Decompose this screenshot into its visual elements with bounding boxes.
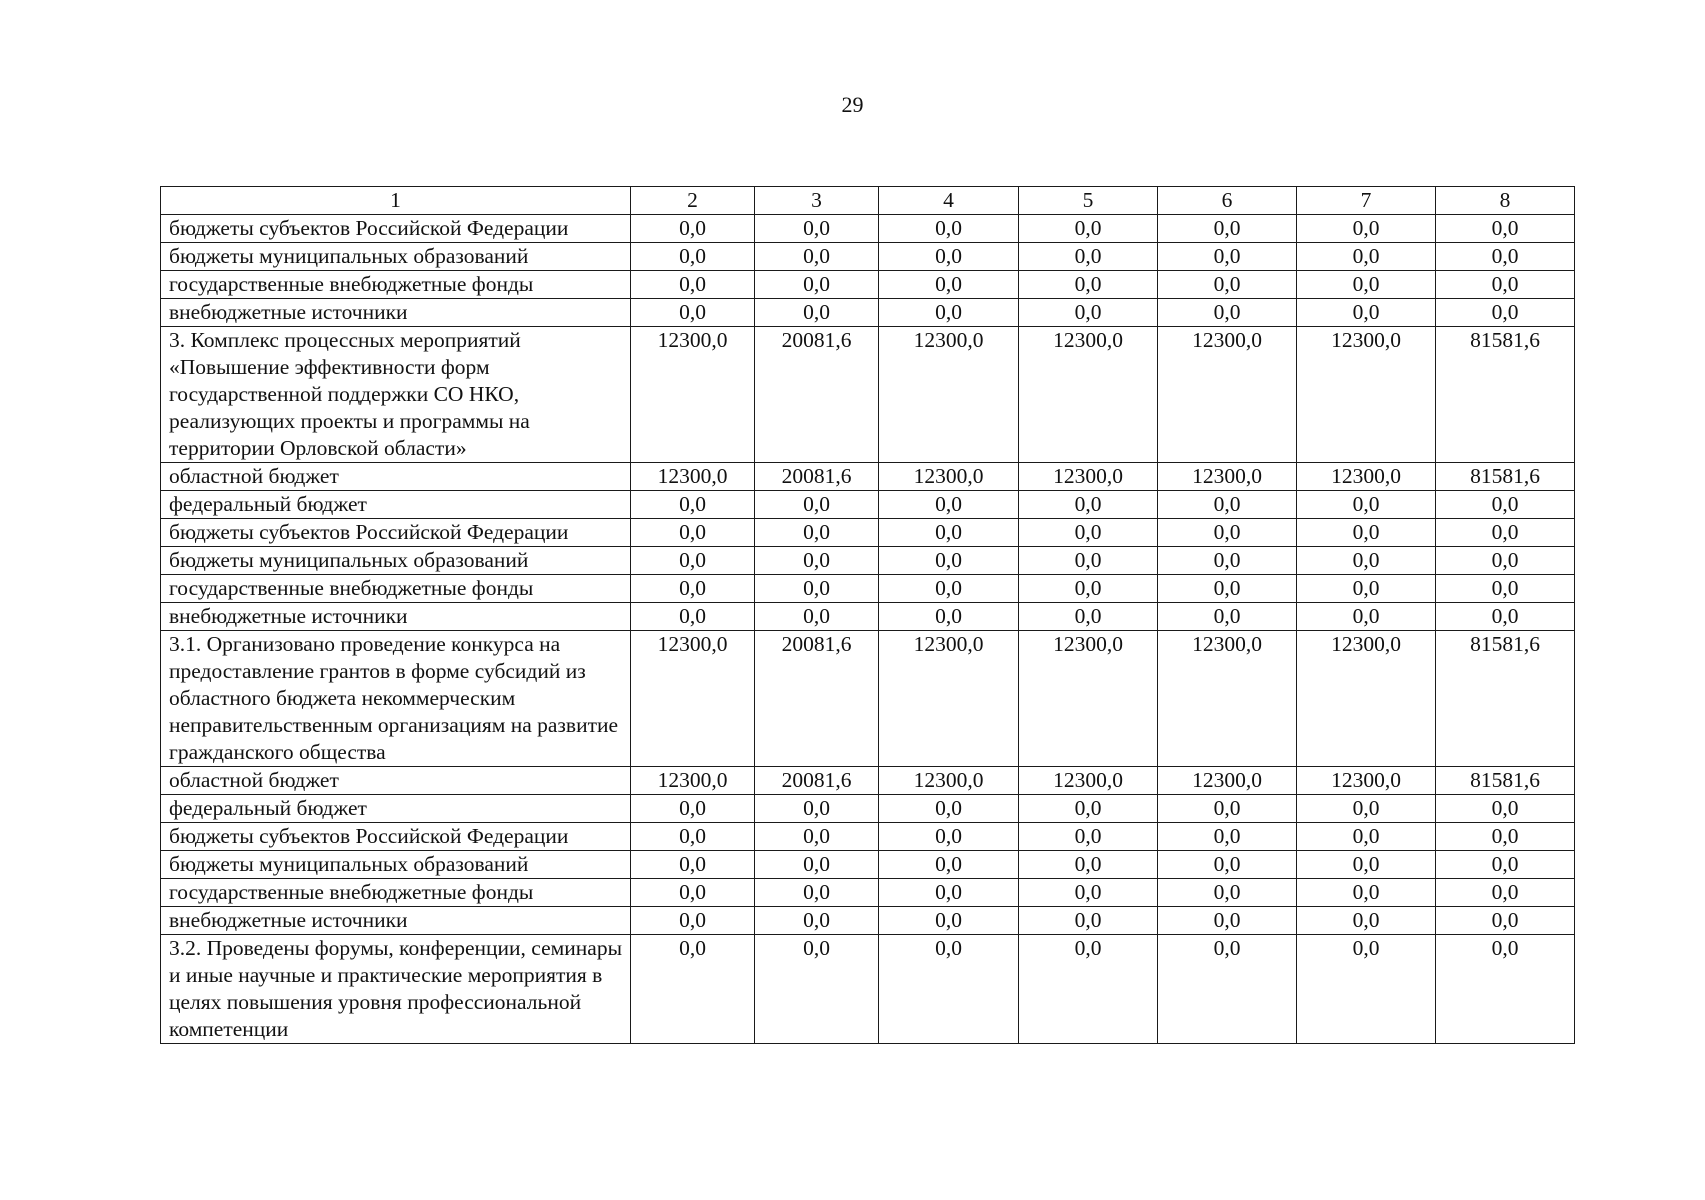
cell-value: 0,0 <box>1297 795 1436 823</box>
cell-value: 12300,0 <box>631 631 755 767</box>
cell-value: 12300,0 <box>1158 767 1297 795</box>
cell-value: 0,0 <box>1436 243 1575 271</box>
cell-value: 0,0 <box>755 491 879 519</box>
cell-value: 0,0 <box>879 271 1019 299</box>
cell-value: 12300,0 <box>879 327 1019 463</box>
cell-value: 12300,0 <box>879 631 1019 767</box>
cell-value: 0,0 <box>631 215 755 243</box>
table-row <box>161 243 1575 271</box>
cell-value: 0,0 <box>879 603 1019 631</box>
cell-value: 0,0 <box>1297 851 1436 879</box>
cell-value: 0,0 <box>1158 271 1297 299</box>
cell-value: 0,0 <box>755 215 879 243</box>
column-header: 3 <box>755 187 879 215</box>
cell-value: 0,0 <box>1297 299 1436 327</box>
cell-value: 0,0 <box>1436 519 1575 547</box>
column-header: 1 <box>161 187 631 215</box>
cell-value: 0,0 <box>1019 547 1158 575</box>
cell-value: 0,0 <box>1436 907 1575 935</box>
cell-value: 0,0 <box>631 795 755 823</box>
cell-value: 20081,6 <box>755 631 879 767</box>
table-row <box>161 463 1575 491</box>
cell-value: 12300,0 <box>1158 631 1297 767</box>
table-row <box>161 603 1575 631</box>
row-label: бюджеты субъектов Российской Федерации <box>161 823 631 851</box>
row-label: бюджеты муниципальных образований <box>161 547 631 575</box>
cell-value: 12300,0 <box>631 463 755 491</box>
cell-value: 0,0 <box>1436 547 1575 575</box>
page-number: 29 <box>841 92 864 117</box>
cell-value: 0,0 <box>631 907 755 935</box>
cell-value: 0,0 <box>1158 907 1297 935</box>
cell-value: 0,0 <box>879 575 1019 603</box>
cell-value: 0,0 <box>1019 519 1158 547</box>
row-label: федеральный бюджет <box>161 795 631 823</box>
cell-value: 0,0 <box>1436 603 1575 631</box>
cell-value: 0,0 <box>1019 575 1158 603</box>
cell-value: 81581,6 <box>1436 631 1575 767</box>
row-label: бюджеты муниципальных образований <box>161 851 631 879</box>
cell-value: 0,0 <box>1297 215 1436 243</box>
cell-value: 0,0 <box>631 491 755 519</box>
column-header: 6 <box>1158 187 1297 215</box>
table-row <box>161 575 1575 603</box>
cell-value: 0,0 <box>755 795 879 823</box>
cell-value: 20081,6 <box>755 767 879 795</box>
row-label: государственные внебюджетные фонды <box>161 271 631 299</box>
cell-value: 0,0 <box>879 547 1019 575</box>
cell-value: 0,0 <box>755 603 879 631</box>
cell-value: 0,0 <box>755 547 879 575</box>
cell-value: 0,0 <box>1297 823 1436 851</box>
table-row <box>161 327 1575 463</box>
cell-value: 12300,0 <box>1297 327 1436 463</box>
cell-value: 0,0 <box>1158 491 1297 519</box>
cell-value: 0,0 <box>1158 575 1297 603</box>
row-label: внебюджетные источники <box>161 907 631 935</box>
table-row <box>161 935 1575 1044</box>
cell-value: 0,0 <box>755 271 879 299</box>
cell-value: 12300,0 <box>1019 631 1158 767</box>
cell-value: 12300,0 <box>879 767 1019 795</box>
table-row <box>161 547 1575 575</box>
cell-value: 0,0 <box>755 575 879 603</box>
cell-value: 0,0 <box>1019 491 1158 519</box>
cell-value: 0,0 <box>631 519 755 547</box>
table-header-row <box>161 187 1575 215</box>
cell-value: 0,0 <box>1019 603 1158 631</box>
cell-value: 0,0 <box>755 299 879 327</box>
cell-value: 0,0 <box>1158 243 1297 271</box>
cell-value: 0,0 <box>1297 575 1436 603</box>
row-label: государственные внебюджетные фонды <box>161 879 631 907</box>
cell-value: 0,0 <box>631 935 755 1044</box>
row-label: бюджеты субъектов Российской Федерации <box>161 215 631 243</box>
table-row <box>161 631 1575 767</box>
cell-value: 0,0 <box>1297 935 1436 1044</box>
cell-value: 0,0 <box>1436 795 1575 823</box>
cell-value: 20081,6 <box>755 463 879 491</box>
cell-value: 12300,0 <box>1158 327 1297 463</box>
cell-value: 0,0 <box>1436 215 1575 243</box>
row-label: 3.1. Организовано проведение конкурса на предоставление грантов в форме субсидий из областного бюджета некоммерческим неправительственным организациям на развитие гражданского общества <box>161 631 631 767</box>
cell-value: 0,0 <box>1297 547 1436 575</box>
row-label: областной бюджет <box>161 767 631 795</box>
column-header: 4 <box>879 187 1019 215</box>
cell-value: 0,0 <box>631 243 755 271</box>
cell-value: 0,0 <box>879 935 1019 1044</box>
cell-value: 0,0 <box>1019 215 1158 243</box>
cell-value: 0,0 <box>1297 271 1436 299</box>
cell-value: 0,0 <box>1297 491 1436 519</box>
cell-value: 0,0 <box>879 851 1019 879</box>
cell-value: 12300,0 <box>1019 767 1158 795</box>
cell-value: 0,0 <box>755 851 879 879</box>
cell-value: 0,0 <box>879 519 1019 547</box>
table-row <box>161 907 1575 935</box>
cell-value: 0,0 <box>1158 215 1297 243</box>
cell-value: 0,0 <box>631 547 755 575</box>
cell-value: 0,0 <box>1297 879 1436 907</box>
cell-value: 0,0 <box>1297 519 1436 547</box>
cell-value: 0,0 <box>755 935 879 1044</box>
cell-value: 0,0 <box>1158 603 1297 631</box>
cell-value: 0,0 <box>1019 795 1158 823</box>
cell-value: 12300,0 <box>631 767 755 795</box>
cell-value: 0,0 <box>631 299 755 327</box>
cell-value: 0,0 <box>879 299 1019 327</box>
column-header: 7 <box>1297 187 1436 215</box>
budget-table <box>160 186 1575 1044</box>
cell-value: 0,0 <box>1436 299 1575 327</box>
cell-value: 0,0 <box>1297 603 1436 631</box>
cell-value: 0,0 <box>631 851 755 879</box>
row-label: 3. Комплекс процессных мероприятий «Повышение эффективности форм государственной поддержки СО НКО, реализующих проекты и программы на территории Орловской области» <box>161 327 631 463</box>
cell-value: 0,0 <box>755 243 879 271</box>
cell-value: 12300,0 <box>1297 463 1436 491</box>
cell-value: 81581,6 <box>1436 767 1575 795</box>
cell-value: 12300,0 <box>1019 463 1158 491</box>
cell-value: 0,0 <box>879 243 1019 271</box>
cell-value: 0,0 <box>631 603 755 631</box>
cell-value: 12300,0 <box>1297 767 1436 795</box>
cell-value: 12300,0 <box>631 327 755 463</box>
table-row <box>161 879 1575 907</box>
cell-value: 0,0 <box>879 215 1019 243</box>
cell-value: 0,0 <box>1436 879 1575 907</box>
cell-value: 0,0 <box>1158 299 1297 327</box>
cell-value: 0,0 <box>1158 935 1297 1044</box>
cell-value: 0,0 <box>1436 271 1575 299</box>
row-label: областной бюджет <box>161 463 631 491</box>
cell-value: 81581,6 <box>1436 463 1575 491</box>
table-row <box>161 823 1575 851</box>
cell-value: 0,0 <box>1158 823 1297 851</box>
cell-value: 0,0 <box>879 907 1019 935</box>
row-label: внебюджетные источники <box>161 299 631 327</box>
cell-value: 0,0 <box>879 795 1019 823</box>
row-label: государственные внебюджетные фонды <box>161 575 631 603</box>
cell-value: 0,0 <box>631 271 755 299</box>
cell-value: 0,0 <box>1436 851 1575 879</box>
row-label: федеральный бюджет <box>161 491 631 519</box>
cell-value: 12300,0 <box>879 463 1019 491</box>
cell-value: 0,0 <box>631 575 755 603</box>
table-body <box>161 215 1575 1044</box>
column-header: 5 <box>1019 187 1158 215</box>
cell-value: 12300,0 <box>1158 463 1297 491</box>
cell-value: 0,0 <box>1297 243 1436 271</box>
table-row <box>161 271 1575 299</box>
cell-value: 0,0 <box>1158 879 1297 907</box>
cell-value: 20081,6 <box>755 327 879 463</box>
cell-value: 0,0 <box>1019 823 1158 851</box>
cell-value: 0,0 <box>1436 491 1575 519</box>
cell-value: 0,0 <box>1436 575 1575 603</box>
cell-value: 81581,6 <box>1436 327 1575 463</box>
cell-value: 0,0 <box>1019 851 1158 879</box>
row-label: бюджеты муниципальных образований <box>161 243 631 271</box>
row-label: внебюджетные источники <box>161 603 631 631</box>
column-header: 2 <box>631 187 755 215</box>
table-row <box>161 795 1575 823</box>
cell-value: 12300,0 <box>1297 631 1436 767</box>
cell-value: 0,0 <box>1019 271 1158 299</box>
cell-value: 0,0 <box>631 823 755 851</box>
row-label: 3.2. Проведены форумы, конференции, семинары и иные научные и практические мероприятия в целях повышения уровня профессиональной компетенции <box>161 935 631 1044</box>
table-row <box>161 299 1575 327</box>
table-row <box>161 851 1575 879</box>
cell-value: 0,0 <box>755 907 879 935</box>
column-header: 8 <box>1436 187 1575 215</box>
cell-value: 0,0 <box>1019 935 1158 1044</box>
cell-value: 0,0 <box>755 519 879 547</box>
cell-value: 0,0 <box>879 879 1019 907</box>
cell-value: 0,0 <box>1158 851 1297 879</box>
table-row <box>161 491 1575 519</box>
cell-value: 0,0 <box>631 879 755 907</box>
cell-value: 0,0 <box>1158 519 1297 547</box>
table-row <box>161 767 1575 795</box>
cell-value: 0,0 <box>1436 823 1575 851</box>
row-label: бюджеты субъектов Российской Федерации <box>161 519 631 547</box>
cell-value: 12300,0 <box>1019 327 1158 463</box>
cell-value: 0,0 <box>1019 243 1158 271</box>
cell-value: 0,0 <box>1019 299 1158 327</box>
cell-value: 0,0 <box>755 879 879 907</box>
cell-value: 0,0 <box>755 823 879 851</box>
cell-value: 0,0 <box>1158 547 1297 575</box>
table-row <box>161 215 1575 243</box>
cell-value: 0,0 <box>879 491 1019 519</box>
cell-value: 0,0 <box>879 823 1019 851</box>
table-row <box>161 519 1575 547</box>
cell-value: 0,0 <box>1297 907 1436 935</box>
cell-value: 0,0 <box>1019 907 1158 935</box>
cell-value: 0,0 <box>1436 935 1575 1044</box>
cell-value: 0,0 <box>1019 879 1158 907</box>
cell-value: 0,0 <box>1158 795 1297 823</box>
